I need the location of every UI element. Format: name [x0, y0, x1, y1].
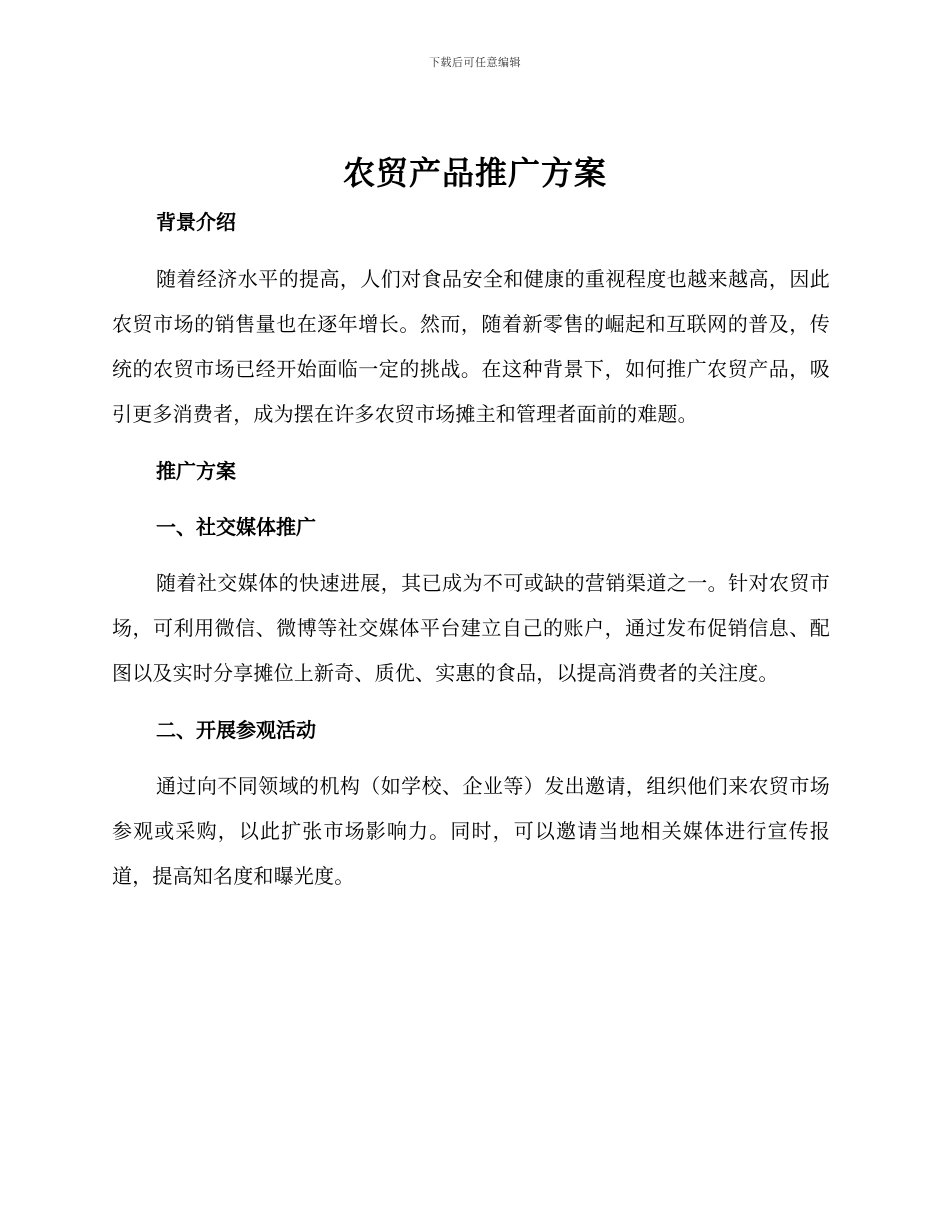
section-heading-background: 背景介绍 [156, 210, 236, 234]
section-heading-visit-activity: 二、开展参观活动 [156, 718, 316, 742]
paragraph-visit-activity: 通过向不同领域的机构（如学校、企业等）发出邀请，组织他们来农贸市场参观或采购，以此扩张市场影响力。同时，可以邀请当地相关媒体进行宣传报道，提高知名度和曝光度。 [112, 774, 830, 888]
document-body [112, 200, 830, 899]
paragraph-background: 随着经济水平的提高，人们对食品安全和健康的重视程度也越来越高，因此农贸市场的销售量也在逐年增长。然而，随着新零售的崛起和互联网的普及，传统的农贸市场已经开始面临一定的挑战。在这种背景下，如何推广农贸产品，吸引更多消费者，成为摆在许多农贸市场摊主和管理者面前的难题。 [112, 267, 830, 426]
section-heading-plan: 推广方案 [156, 459, 236, 483]
paragraph-social-media: 随着社交媒体的快速进展，其已成为不可或缺的营销渠道之一。针对农贸市场，可利用微信、微博等社交媒体平台建立自己的账户，通过发布促销信息、配图以及实时分享摊位上新奇、质优、实惠的食品，以提高消费者的关注度。 [112, 571, 830, 685]
document-title: 农贸产品推广方案 [342, 154, 607, 192]
header-note: 下载后可任意编辑 [429, 56, 521, 69]
section-heading-social-media: 一、社交媒体推广 [156, 515, 316, 539]
